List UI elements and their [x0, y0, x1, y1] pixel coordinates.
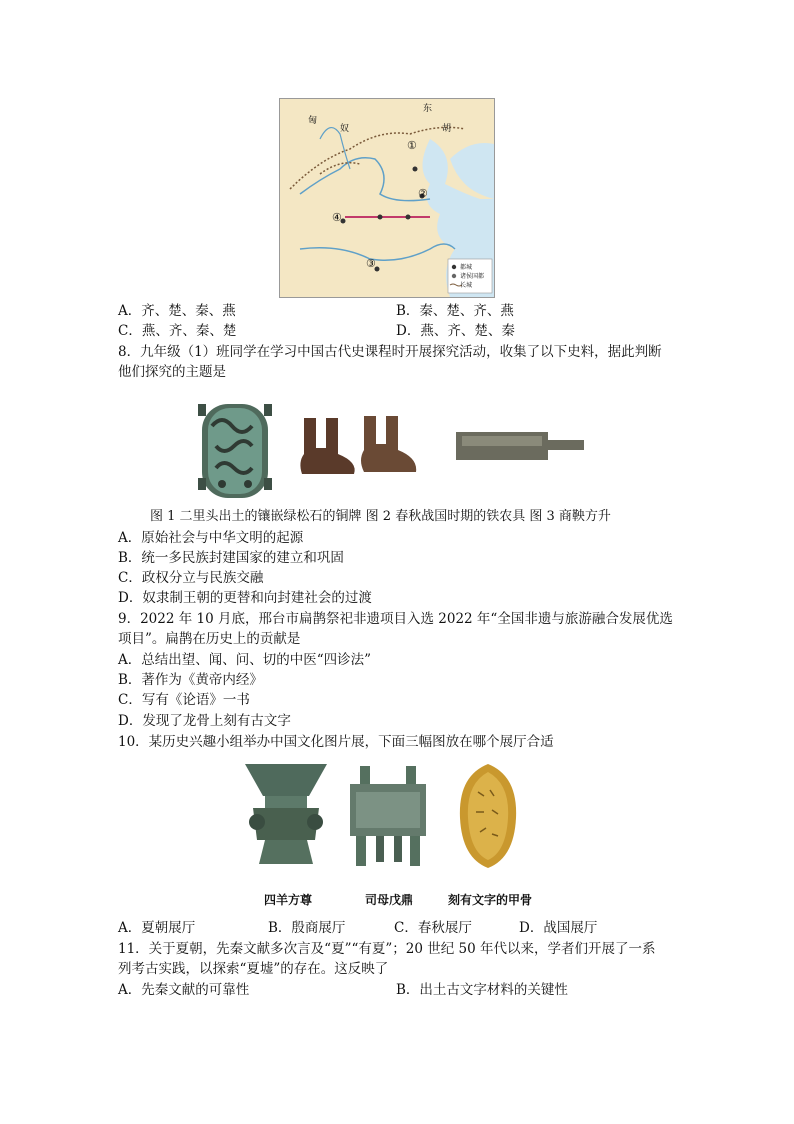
q10-caption-ding: 司母戊鼎 [365, 893, 414, 907]
q9-option-b[interactable]: B．著作为《黄帝内经》 [118, 672, 263, 688]
q10-option-c[interactable]: C．春秋展厅 [394, 920, 472, 936]
q8-option-c[interactable]: C．政权分立与民族交融 [118, 570, 264, 586]
q7-option-b[interactable]: B．秦、楚、齐、燕 [396, 303, 514, 319]
q7-option-a[interactable]: A．齐、楚、秦、燕 [118, 303, 236, 319]
q8-figure-caption: 图 1 二里头出土的镶嵌绿松石的铜牌 图 2 春秋战国时期的铁农具 图 3 商鞅方升 [150, 509, 611, 524]
q9-stem-line2: 项目”。扁鹊在历史上的贡献是 [118, 631, 301, 647]
map-legend-city: 诸侯国都 [460, 273, 485, 280]
warring-states-map [279, 98, 495, 298]
q9-stem-line1: 9．2022 年 10 月底，邢台市扁鹊祭祀非遗项目入选 2022 年“全国非遗与旅游融合发展优选 [118, 611, 673, 627]
q8-option-a[interactable]: A．原始社会与中华文明的起源 [118, 530, 304, 546]
q10-stem: 10．某历史兴趣小组举办中国文化图片展，下面三幅图放在哪个展厅合适 [118, 734, 554, 750]
q11-option-b[interactable]: B．出土古文字材料的关键性 [396, 982, 568, 998]
four-ram-zun-image [243, 762, 329, 866]
map-marker-4: ④ [332, 211, 342, 224]
q10-option-b[interactable]: B．殷商展厅 [268, 920, 346, 936]
q9-option-a[interactable]: A．总结出望、闻、问、切的中医“四诊法” [118, 652, 372, 668]
map-legend-capital: 都城 [460, 264, 473, 271]
q10-caption-zun: 四羊方尊 [264, 893, 313, 907]
map-label-xiong: 匈 [308, 116, 318, 126]
map-marker-1: ① [407, 139, 417, 152]
iron-tools-image [298, 412, 422, 478]
q10-option-a[interactable]: A．夏朝展厅 [118, 920, 196, 936]
map-label-nu: 奴 [340, 124, 350, 134]
q10-caption-oracle: 刻有文字的甲骨 [448, 893, 533, 907]
map-label-east: 东 [423, 104, 433, 114]
oracle-bone-image [456, 762, 520, 870]
q7-option-d[interactable]: D．燕、齐、楚、秦 [396, 323, 515, 339]
map-marker-2: ② [418, 187, 428, 200]
map-label-hu: 胡 [442, 124, 452, 134]
q9-option-d[interactable]: D．发现了龙骨上刻有古文字 [118, 713, 291, 729]
q9-option-c[interactable]: C．写有《论语》一书 [118, 692, 250, 708]
q8-stem-line1: 8．九年级（1）班同学在学习中国古代史课程时开展探究活动，收集了以下史料，据此判断 [118, 344, 662, 360]
q11-stem-line1: 11．关于夏朝，先秦文献多次言及“夏”“有夏”；20 世纪 50 年代以来，学者们开展了一系 [118, 941, 656, 957]
map-legend-wall: 长城 [460, 282, 473, 289]
map-marker-3: ③ [366, 257, 376, 270]
q8-option-b[interactable]: B．统一多民族封建国家的建立和巩固 [118, 550, 344, 566]
q7-option-c[interactable]: C．燕、齐、秦、楚 [118, 323, 237, 339]
q8-option-d[interactable]: D．奴隶制王朝的更替和向封建社会的过渡 [118, 590, 372, 606]
q11-stem-line2: 列考古实践，以探索“夏墟”的存在。这反映了 [118, 961, 389, 977]
shang-yang-fangsheng-image [452, 426, 586, 464]
simuwu-ding-image [346, 764, 430, 868]
bronze-plaque-image [198, 386, 272, 502]
q10-option-d[interactable]: D．战国展厅 [519, 920, 598, 936]
q11-option-a[interactable]: A．先秦文献的可靠性 [118, 982, 250, 998]
q8-stem-line2: 他们探究的主题是 [118, 364, 226, 380]
